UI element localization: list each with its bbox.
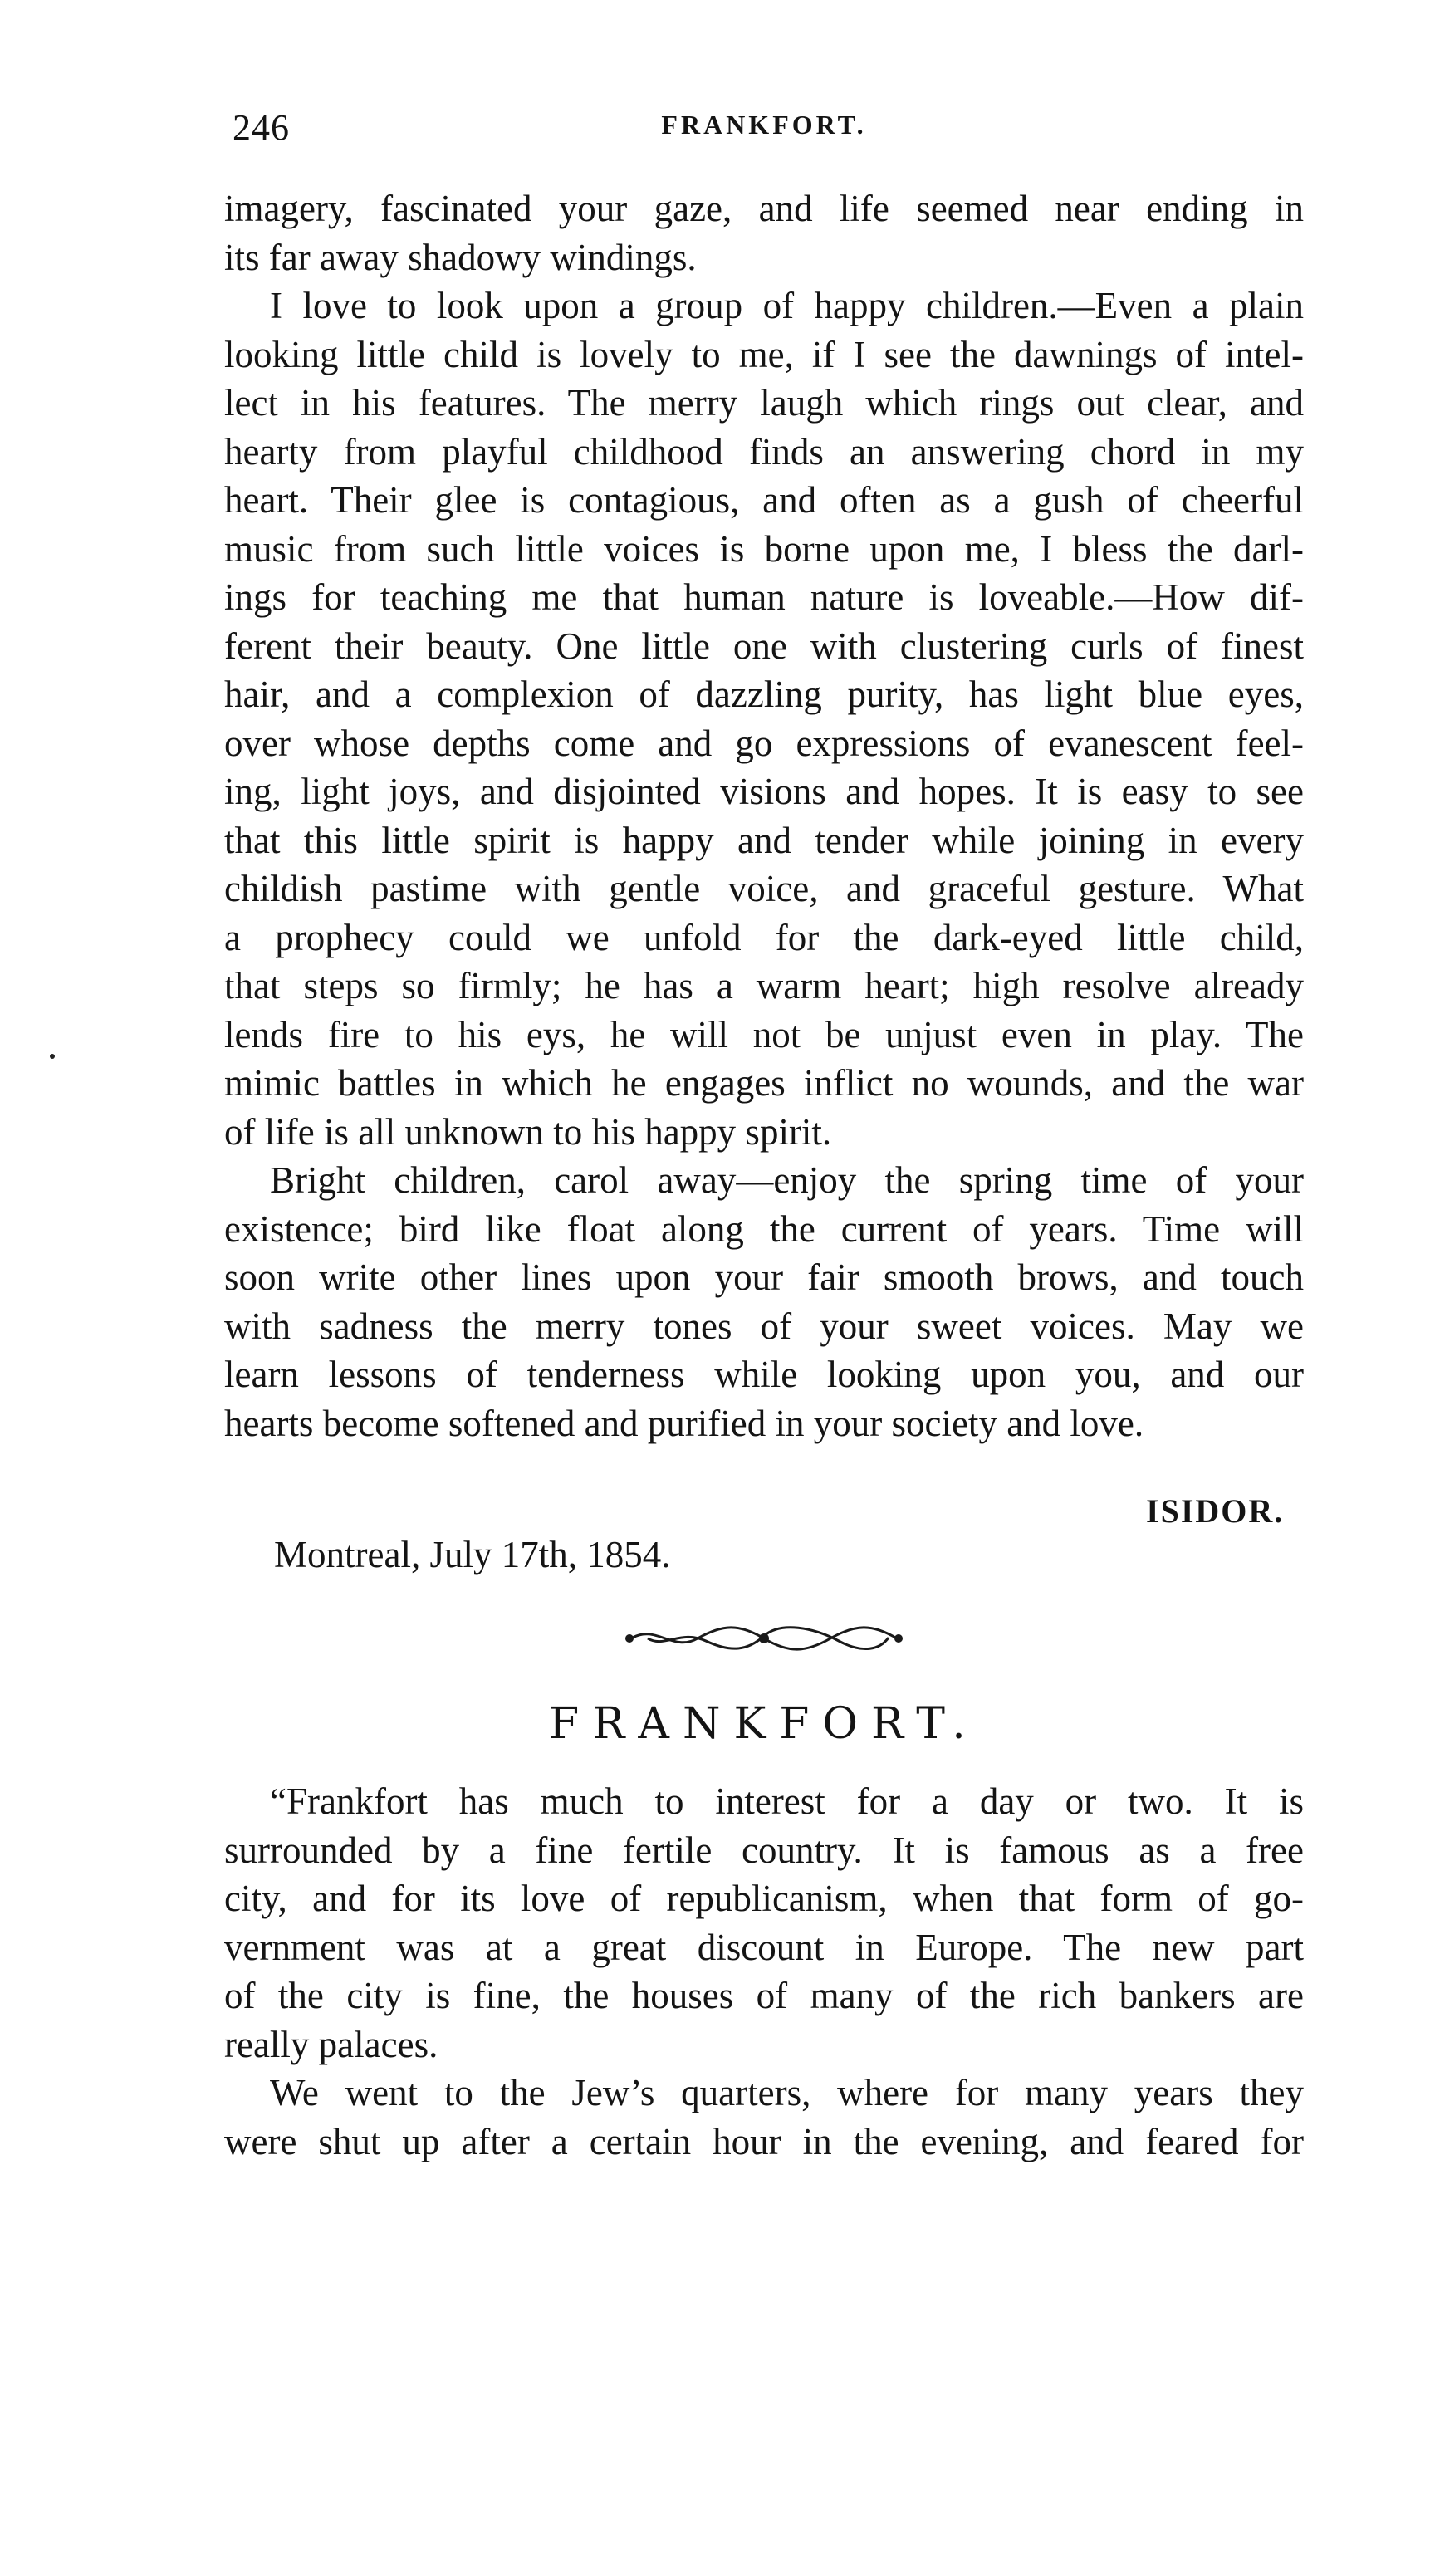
text-line: surrounded by a fine fertile country. It is famous as a free bbox=[224, 1829, 1304, 1871]
text-line: mimic battles in which he engages inflict no wounds, and the war bbox=[224, 1062, 1304, 1104]
text-line: of the city is fine, the houses of many of the rich bankers are bbox=[224, 1975, 1304, 2016]
running-head bbox=[224, 106, 1304, 156]
text-line: Bright children, carol away—enjoy the spring time of your bbox=[270, 1159, 1304, 1201]
dateline: Montreal, July 17th, 1854. bbox=[274, 1534, 671, 1575]
text-line: “Frankfort has much to interest for a day or two. It is bbox=[270, 1780, 1304, 1822]
text-line: We went to the Jew’s quarters, where for many years they bbox=[270, 2072, 1304, 2113]
section-title: FRANKFORT. bbox=[549, 1699, 979, 1749]
text-line: that this little spirit is happy and tender while joining in every bbox=[224, 819, 1304, 861]
text-line: music from such little voices is borne upon me, I bless the darl- bbox=[224, 527, 1304, 570]
text-line: its far away shadowy windings. bbox=[224, 236, 697, 278]
page-number: 246 bbox=[233, 107, 290, 148]
essay-text bbox=[224, 184, 1304, 1447]
text-line: with sadness the merry tones of your sweet voices. May we bbox=[224, 1305, 1304, 1347]
text-line: ings for teaching me that human nature is loveable.—How dif- bbox=[224, 576, 1304, 618]
text-line: looking little child is lovely to me, if I see the dawnings of intel- bbox=[224, 333, 1304, 375]
text-line: were shut up after a certain hour in the evening, and feared for bbox=[224, 2120, 1304, 2162]
text-line: heart. Their glee is contagious, and often as a gush of cheerful bbox=[224, 479, 1304, 521]
text-line: hearty from playful childhood finds an answering chord in my bbox=[224, 430, 1304, 473]
section-paragraph bbox=[224, 2069, 1304, 2166]
book-page bbox=[224, 0, 1304, 2576]
text-line: vernment was at a great discount in Europe. The new part bbox=[224, 1926, 1304, 1968]
text-line: hearts become softened and purified in your society and love. bbox=[224, 1402, 1144, 1444]
author-signature: ISIDOR. bbox=[1146, 1492, 1285, 1530]
print-speck bbox=[50, 1054, 55, 1059]
section-text bbox=[224, 1777, 1304, 2166]
text-line: hair, and a complexion of dazzling purity, has light blue eyes, bbox=[224, 673, 1304, 715]
essay-paragraph bbox=[224, 184, 1304, 282]
text-line: learn lessons of tenderness while looking upon you, and our bbox=[224, 1354, 1304, 1395]
running-title: FRANKFORT. bbox=[661, 110, 867, 140]
essay-paragraph bbox=[224, 282, 1304, 1156]
text-line: city, and for its love of republicanism, when that form of go- bbox=[224, 1878, 1304, 1919]
text-line: childish pastime with gentle voice, and graceful gesture. What bbox=[224, 868, 1304, 909]
text-line: lends fire to his eys, he will not be unjust even in play. The bbox=[224, 1013, 1304, 1055]
text-line: over whose depths come and go expressions of evanescent feel- bbox=[224, 722, 1304, 764]
text-line: of life is all unknown to his happy spirit. bbox=[224, 1110, 832, 1153]
text-line: I love to look upon a group of happy children.—Even a plain bbox=[270, 285, 1304, 326]
essay-paragraph bbox=[224, 1156, 1304, 1447]
text-line: lect in his features. The merry laugh which rings out clear, and bbox=[224, 382, 1304, 424]
text-line: a prophecy could we unfold for the dark-eyed little child, bbox=[224, 916, 1304, 958]
text-line: existence; bird like float along the current of years. Time will bbox=[224, 1207, 1304, 1250]
text-line: that steps so firmly; he has a warm heart; high resolve already bbox=[224, 965, 1304, 1006]
text-line: ferent their beauty. One little one with clustering curls of finest bbox=[224, 624, 1304, 667]
text-line: soon write other lines upon your fair smooth brows, and touch bbox=[224, 1256, 1304, 1298]
section-paragraph bbox=[224, 1777, 1304, 2069]
text-line: ing, light joys, and disjointed visions and hopes. It is easy to see bbox=[224, 771, 1304, 812]
ornamental-divider bbox=[623, 1619, 905, 1658]
text-line: really palaces. bbox=[224, 2023, 438, 2065]
text-line: imagery, fascinated your gaze, and life seemed near ending in bbox=[224, 188, 1304, 229]
